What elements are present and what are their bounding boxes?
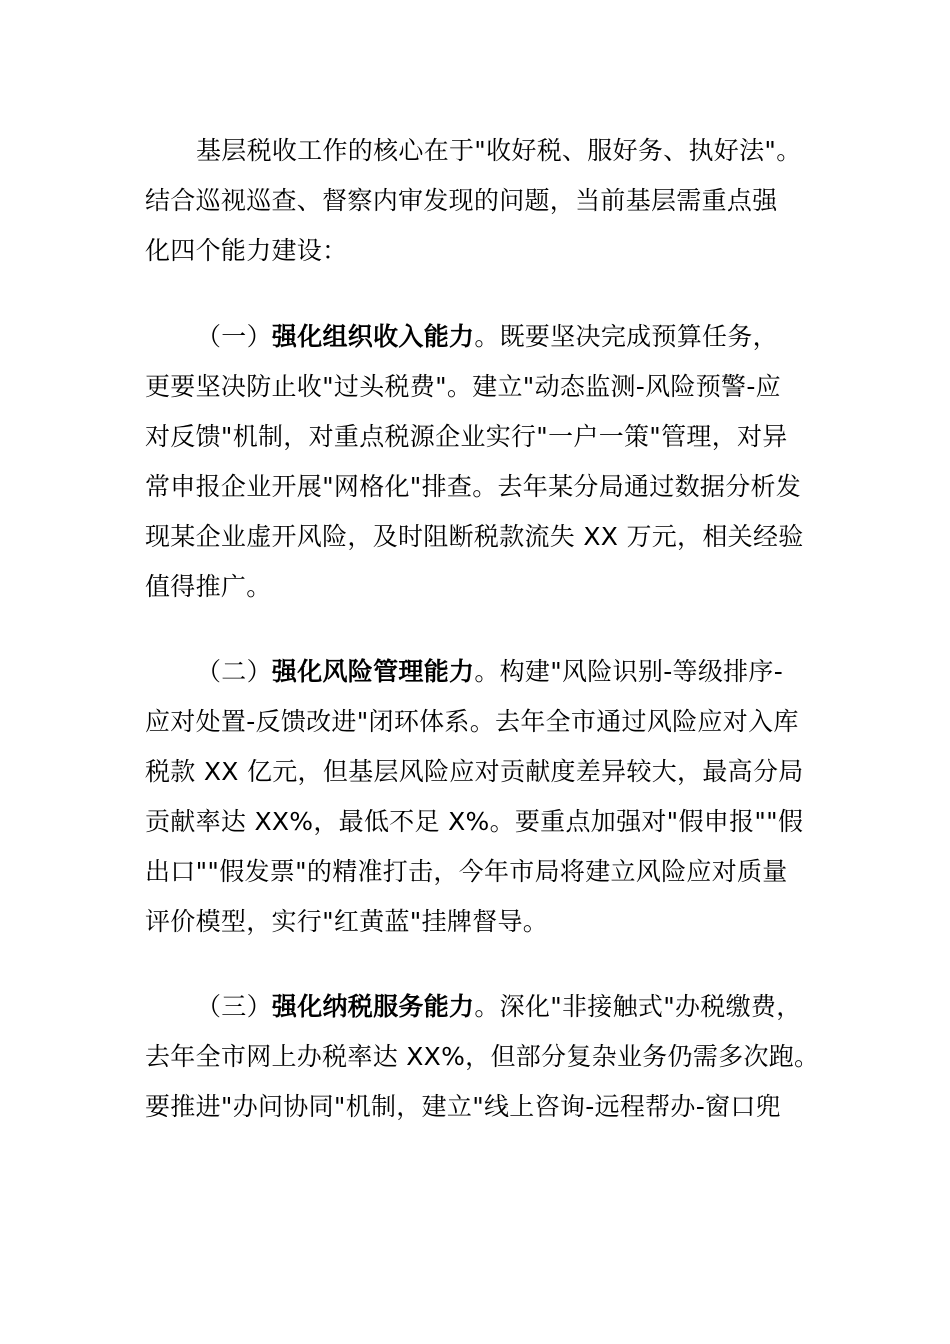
- section-1-line: 对反馈"机制，对重点税源企业实行"一户一策"管理，对异: [145, 422, 788, 451]
- intro-line-2: 结合巡视巡查、督察内审发现的问题，当前基层需重点强: [145, 186, 778, 215]
- section-2-line: 出口""假发票"的精准打击，今年市局将建立风险应对质量: [145, 857, 788, 886]
- section-1-line: 常申报企业开展"网格化"排查。去年某分局通过数据分析发: [145, 472, 802, 501]
- section-2-line: 税款 XX 亿元，但基层风险应对贡献度差异较大，最高分局: [145, 757, 804, 786]
- section-2-prefix: （二）: [196, 657, 272, 686]
- section-1-first-line: [196, 320, 778, 354]
- section-1-heading: 强化组织收入能力: [271, 322, 475, 351]
- section-3-first-rest: 。深化"非接触式"办税缴费，: [474, 992, 802, 1021]
- section-1-line: 更要坚决防止收"过头税费"。建立"动态监测-风险预警-应: [145, 372, 781, 401]
- section-2-line: 贡献率达 XX%，最低不足 X%。要重点加强对"假申报""假: [145, 807, 804, 836]
- section-3-heading: 强化纳税服务能力: [271, 992, 475, 1021]
- section-1-line: 值得推广。: [145, 572, 272, 601]
- section-3-prefix: （三）: [196, 992, 272, 1021]
- intro-line-3: 化四个能力建设：: [145, 236, 348, 265]
- section-3-first-line: [196, 990, 802, 1024]
- section-3-line: 要推进"办问协同"机制，建立"线上咨询-远程帮办-窗口兜: [145, 1092, 781, 1121]
- section-2-line: 应对处置-反馈改进"闭环体系。去年全市通过风险应对入库: [145, 707, 799, 736]
- section-2-first-rest: 。构建"风险识别-等级排序-: [474, 657, 784, 686]
- section-1-line: 现某企业虚开风险，及时阻断税款流失 XX 万元，相关经验: [145, 522, 804, 551]
- intro-line-1: 基层税收工作的核心在于"收好税、服好务、执好法"。: [196, 136, 802, 165]
- section-2-line: 评价模型，实行"红黄蓝"挂牌督导。: [145, 907, 549, 936]
- section-1-first-rest: 。既要坚决完成预算任务，: [474, 322, 778, 351]
- section-2-heading: 强化风险管理能力: [271, 657, 475, 686]
- section-2-first-line: [196, 655, 783, 689]
- section-3-line: 去年全市网上办税率达 XX%，但部分复杂业务仍需多次跑。: [145, 1042, 820, 1071]
- section-1-prefix: （一）: [196, 322, 272, 351]
